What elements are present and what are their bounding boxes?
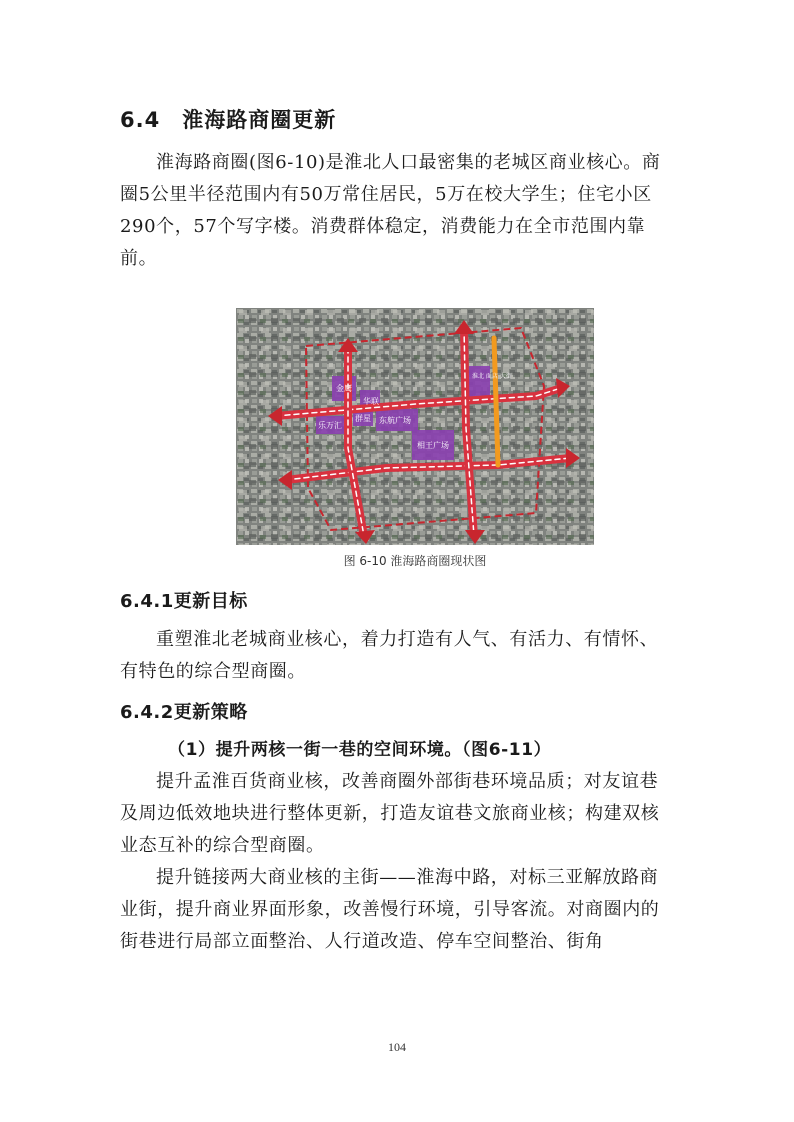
sub1-paragraph: 重塑淮北老城商业核心，着力打造有人气、有活力、有情怀、有特色的综合型商圈。 [120,629,659,682]
strategy-item-1-title: （1）提升两核一街一巷的空间环境。（图6-11） [168,740,552,760]
intro-paragraph: 淮海路商圈(图6-10)是淮北人口最密集的老城区商业核心。商圈5公里半径范围内有50万常住居民，5万在校大学生；住宅小区290个，57个写字楼。消费群体稳定，消费能力在全市范围内靠前。 [120,152,661,269]
section-heading [120,104,336,134]
page-number: 104 [388,1040,406,1054]
label-donghang: 东航广场 [379,416,411,425]
building-block [469,366,490,398]
label-xiangwang: 相王广场 [417,441,449,450]
intro-paragraph-block [120,147,676,275]
label-youyi: 淮北 面店 大街 [472,373,512,380]
label-qunxing: 群星 [355,414,371,423]
section-number: 6.4 [120,108,161,132]
strategy-paragraph-1: 提升孟淮百货商业核，改善商圈外部街巷环境品质；对友谊巷及周边低效地块进行整体更新，打造友谊巷文旅商业核；构建双核业态互补的综合型商圈。 [120,771,660,856]
section-title: 淮海路商圈更新 [182,108,337,132]
label-jinying: 金鹰 [336,384,352,393]
subsection-heading-2: 6.4.2更新策略 [120,702,248,723]
figure-caption: 图 6-10 淮海路商圈现状图 [343,554,487,568]
shopping-district-map [236,308,594,545]
label-lewanhui: 乐万汇 [318,421,342,430]
sub2-paragraph-block [120,766,676,958]
label-hualian: 华联 [363,397,379,406]
subsection-heading-1: 6.4.1更新目标 [120,591,248,612]
strategy-paragraph-2: 提升链接两大商业核的主街——淮海中路，对标三亚解放路商业街，提升商业界面形象，改善慢行环境，引导客流。对商圈内的街巷进行局部立面整治、人行道改造、停车空间整治、街角 [120,867,660,952]
sub1-paragraph-block [120,624,676,688]
